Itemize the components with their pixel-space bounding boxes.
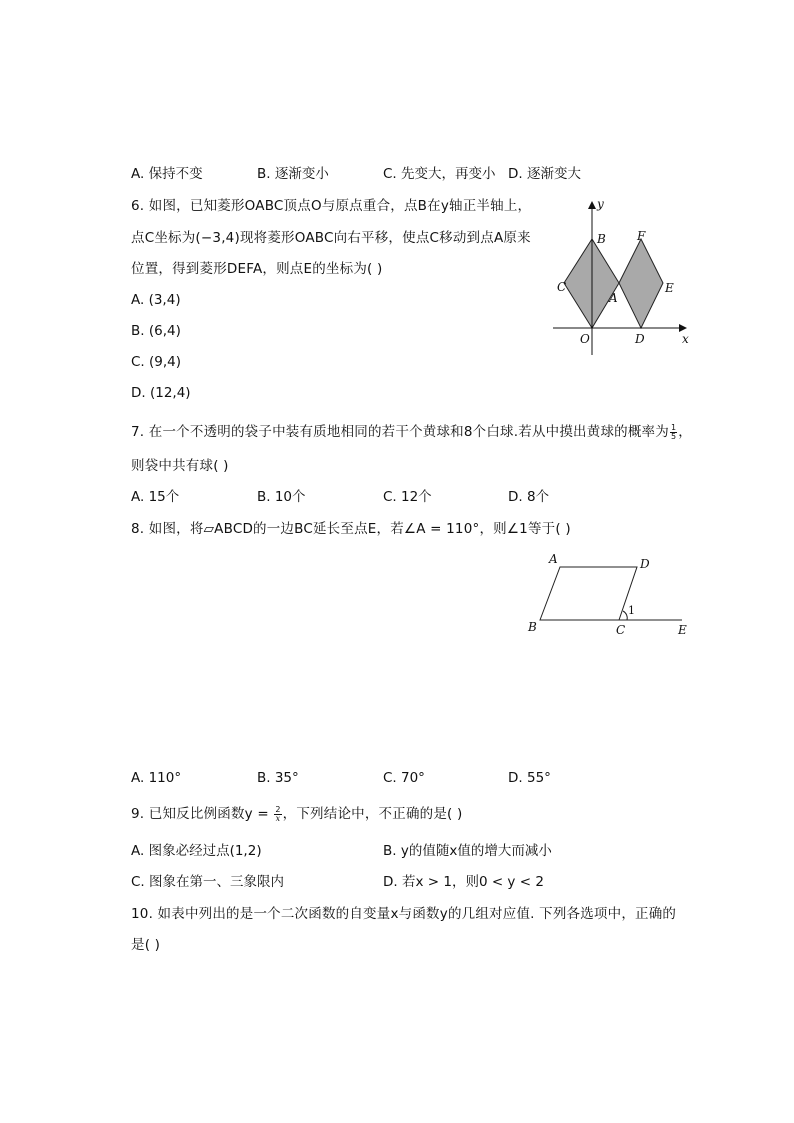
q6-option-c: C. (9,4) <box>131 354 182 370</box>
q9-frac-num: 2 <box>275 804 281 814</box>
q6-option-a: A. (3,4) <box>131 292 181 308</box>
q7-stem-line1 <box>131 423 692 441</box>
label-y: y <box>597 197 604 211</box>
q6-rhombus-figure <box>545 195 695 360</box>
q5-option-b: B. 逐渐变小 <box>257 166 329 182</box>
q9-stem-pre: 9. 已知反比例函数y = <box>131 806 274 822</box>
label-a: A <box>549 552 558 566</box>
label-b: B <box>528 620 537 634</box>
q7-stem-text: 7. 在一个不透明的袋子中装有质地相同的若干个黄球和8个白球.若从中摸出黄球的概率为 <box>131 424 669 440</box>
label-b: B <box>597 232 606 246</box>
label-f: F <box>637 229 646 243</box>
parallelogram-abcd <box>540 567 637 620</box>
q5-option-a: A. 保持不变 <box>131 166 203 182</box>
q6-option-b: B. (6,4) <box>131 323 181 339</box>
label-e: E <box>665 281 674 295</box>
q9-option-c: C. 图象在第一、三象限内 <box>131 874 285 890</box>
label-d: D <box>640 557 650 571</box>
q7-stem-end: ， <box>678 424 692 440</box>
q6-stem-line1: 6. 如图，已知菱形OABC顶点O与原点重合，点B在y轴正半轴上， <box>131 198 532 214</box>
q9-frac-den: x <box>275 813 281 823</box>
q6-option-d: D. (12,4) <box>131 385 191 401</box>
label-o: O <box>580 332 590 346</box>
label-c: C <box>616 623 626 637</box>
q8-option-c: C. 70° <box>383 770 425 786</box>
q9-fraction <box>274 806 281 823</box>
label-x: x <box>682 332 689 346</box>
q7-frac-num: 1 <box>670 422 677 432</box>
q8-option-d: D. 55° <box>508 770 551 786</box>
q9-stem-line1 <box>131 805 462 823</box>
q5-option-d: D. 逐渐变大 <box>508 166 581 182</box>
label-d: D <box>635 332 645 346</box>
label-e: E <box>678 623 687 637</box>
q7-stem-line2: 则袋中共有球( ) <box>131 458 229 474</box>
q8-option-b: B. 35° <box>257 770 299 786</box>
q9-option-d: D. 若x > 1，则0 < y < 2 <box>383 874 544 890</box>
q9-option-a: A. 图象必经过点(1,2) <box>131 843 262 859</box>
q10-stem-line2: 是( ) <box>131 937 161 953</box>
q10-stem-line1: 10. 如表中列出的是一个二次函数的自变量x与函数y的几组对应值. 下列各选项中，正确的 <box>131 906 677 922</box>
q7-option-a: A. 15个 <box>131 489 180 505</box>
rhombus-defa <box>619 239 663 328</box>
q5-option-c: C. 先变大，再变小 <box>383 166 496 182</box>
label-a: A <box>609 291 618 305</box>
q7-option-d: D. 8个 <box>508 489 550 505</box>
q7-frac-den: 5 <box>670 431 677 441</box>
q7-option-c: C. 12个 <box>383 489 432 505</box>
label-angle-1: 1 <box>628 604 635 617</box>
q7-fraction <box>670 424 677 441</box>
q7-option-b: B. 10个 <box>257 489 306 505</box>
q8-stem-line1: 8. 如图，将▱ABCD的一边BC延长至点E，若∠A = 110°，则∠1等于( ) <box>131 521 571 537</box>
q6-stem-line3: 位置，得到菱形DEFA，则点E的坐标为( ) <box>131 261 383 277</box>
q9-stem-post: ，下列结论中，不正确的是( ) <box>282 806 463 822</box>
q9-option-b: B. y的值随x值的增大而减小 <box>383 843 552 859</box>
q8-option-a: A. 110° <box>131 770 182 786</box>
q8-parallelogram-figure <box>520 548 700 643</box>
label-c: C <box>557 280 567 294</box>
angle-1-arc <box>623 611 627 620</box>
q6-stem-line2: 点C坐标为(−3,4)现将菱形OABC向右平移，使点C移动到点A原来 <box>131 230 531 246</box>
